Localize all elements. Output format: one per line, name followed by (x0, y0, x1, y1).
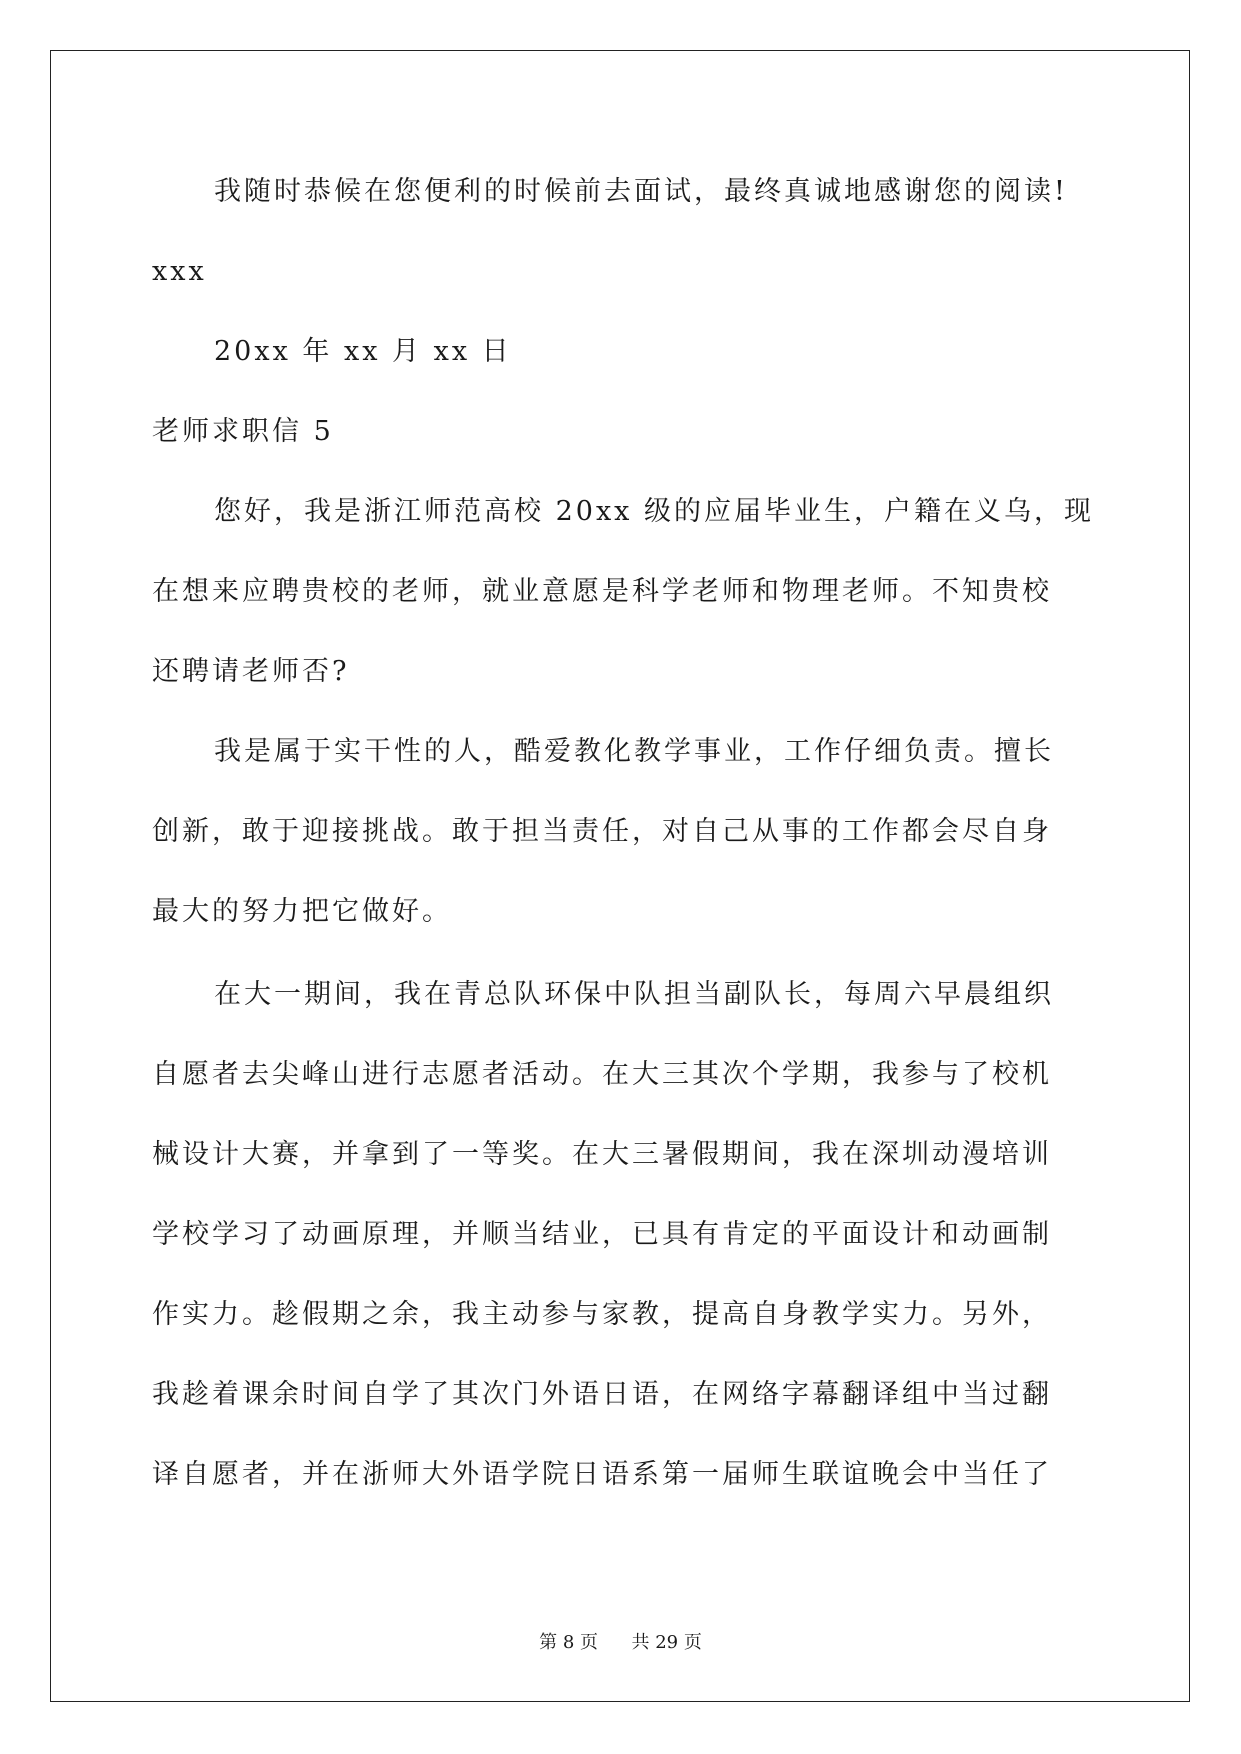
paragraph-line: 自愿者去尖峰山进行志愿者活动。在大三其次个学期，我参与了校机 (152, 1059, 1052, 1090)
paragraph-line: 创新，敢于迎接挑战。敢于担当责任，对自己从事的工作都会尽自身 (152, 816, 1052, 847)
closing-line: 我随时恭候在您便利的时候前去面试，最终真诚地感谢您的阅读! (214, 176, 1068, 207)
signature-name: xxx (152, 256, 207, 287)
page-footer (0, 1628, 1241, 1654)
paragraph-line: 作实力。趁假期之余，我主动参与家教，提高自身教学实力。另外， (152, 1299, 1052, 1330)
section-title: 老师求职信 5 (152, 416, 334, 447)
paragraph-line: 最大的努力把它做好。 (152, 896, 452, 927)
page-number: 第 8 页 (539, 1632, 599, 1653)
paragraph-line: 学校学习了动画原理，并顺当结业，已具有肯定的平面设计和动画制 (152, 1219, 1052, 1250)
page-total: 共 29 页 (631, 1632, 702, 1653)
paragraph-line: 我是属于实干性的人，酷爱教化教学事业，工作仔细负责。擅长 (214, 736, 1054, 767)
paragraph-line: 在大一期间，我在青总队环保中队担当副队长，每周六早晨组织 (214, 979, 1054, 1010)
paragraph-line: 译自愿者，并在浙师大外语学院日语系第一届师生联谊晚会中当任了 (152, 1459, 1052, 1490)
paragraph-line: 械设计大赛，并拿到了一等奖。在大三暑假期间，我在深圳动漫培训 (152, 1139, 1052, 1170)
paragraph-line: 我趁着课余时间自学了其次门外语日语，在网络字幕翻译组中当过翻 (152, 1379, 1052, 1410)
signature-date: 20xx 年 xx 月 xx 日 (214, 336, 512, 367)
paragraph-line: 您好，我是浙江师范高校 20xx 级的应届毕业生，户籍在义乌，现 (214, 496, 1094, 527)
paragraph-line: 在想来应聘贵校的老师，就业意愿是科学老师和物理老师。不知贵校 (152, 576, 1052, 607)
paragraph-line: 还聘请老师否? (152, 656, 350, 687)
